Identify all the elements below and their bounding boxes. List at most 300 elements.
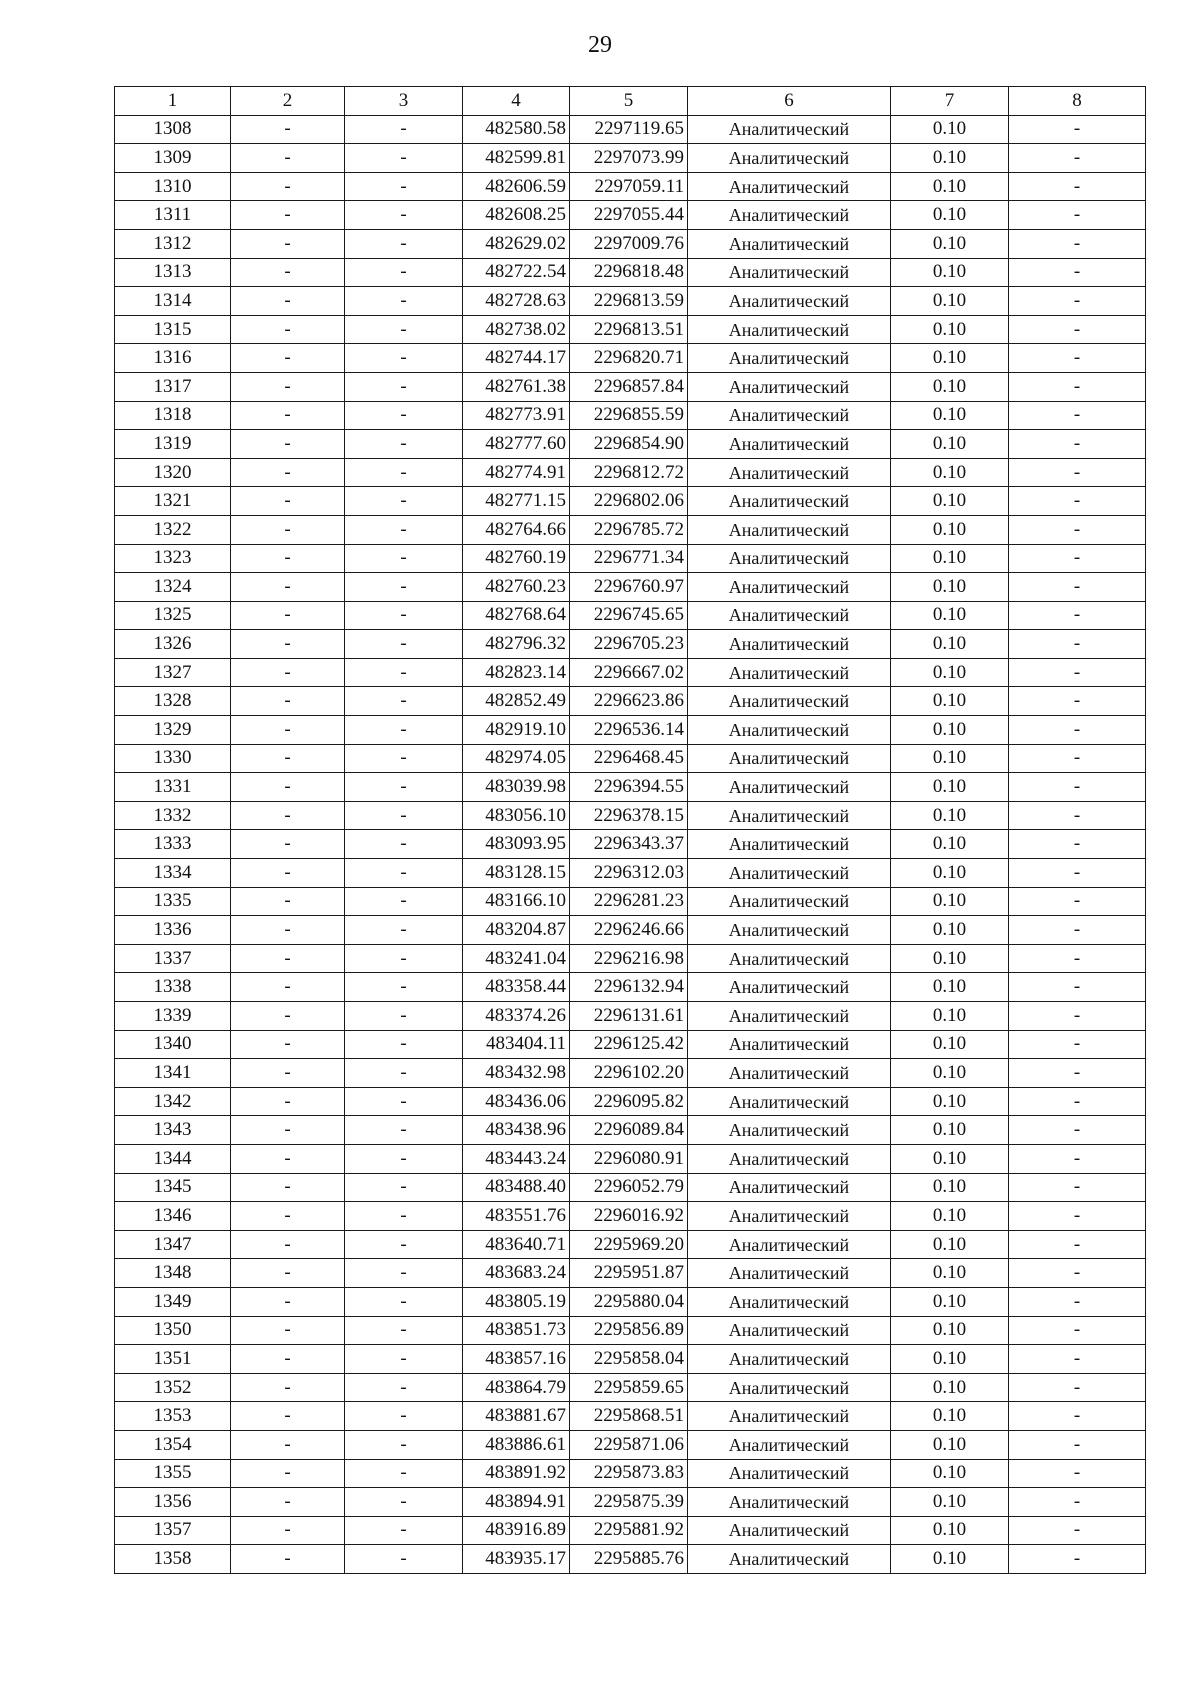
cell-accuracy: 0.10 [891, 1259, 1009, 1288]
cell-point-number: 1309 [115, 144, 231, 173]
cell-col2: - [231, 229, 345, 258]
header-cell-6: 6 [688, 87, 891, 116]
cell-accuracy: 0.10 [891, 1373, 1009, 1402]
cell-col8: - [1009, 630, 1146, 659]
cell-col3: - [345, 258, 463, 287]
cell-accuracy: 0.10 [891, 744, 1009, 773]
cell-y-coordinate: 2296818.48 [570, 258, 688, 287]
cell-col8: - [1009, 1402, 1146, 1431]
cell-col8: - [1009, 973, 1146, 1002]
cell-col2: - [231, 487, 345, 516]
cell-y-coordinate: 2296820.71 [570, 344, 688, 373]
cell-col2: - [231, 1430, 345, 1459]
cell-method: Аналитический [688, 315, 891, 344]
cell-x-coordinate: 482761.38 [463, 372, 570, 401]
table-row [115, 544, 1146, 573]
cell-y-coordinate: 2296771.34 [570, 544, 688, 573]
cell-accuracy: 0.10 [891, 658, 1009, 687]
cell-y-coordinate: 2296343.37 [570, 830, 688, 859]
cell-col2: - [231, 258, 345, 287]
cell-col2: - [231, 973, 345, 1002]
cell-method: Аналитический [688, 1202, 891, 1231]
cell-y-coordinate: 2296760.97 [570, 573, 688, 602]
cell-method: Аналитический [688, 944, 891, 973]
cell-method: Аналитический [688, 372, 891, 401]
cell-accuracy: 0.10 [891, 687, 1009, 716]
cell-y-coordinate: 2296785.72 [570, 515, 688, 544]
cell-y-coordinate: 2295873.83 [570, 1459, 688, 1488]
cell-method: Аналитический [688, 515, 891, 544]
cell-point-number: 1318 [115, 401, 231, 430]
cell-y-coordinate: 2296095.82 [570, 1087, 688, 1116]
cell-col8: - [1009, 716, 1146, 745]
cell-method: Аналитический [688, 1287, 891, 1316]
table-row [115, 1316, 1146, 1345]
cell-col8: - [1009, 172, 1146, 201]
cell-accuracy: 0.10 [891, 201, 1009, 230]
cell-x-coordinate: 483056.10 [463, 801, 570, 830]
cell-col3: - [345, 658, 463, 687]
header-row [115, 87, 1146, 116]
cell-accuracy: 0.10 [891, 1030, 1009, 1059]
cell-x-coordinate: 483443.24 [463, 1144, 570, 1173]
cell-method: Аналитический [688, 573, 891, 602]
table-row [115, 1459, 1146, 1488]
cell-accuracy: 0.10 [891, 887, 1009, 916]
cell-x-coordinate: 483039.98 [463, 773, 570, 802]
cell-col2: - [231, 573, 345, 602]
cell-accuracy: 0.10 [891, 487, 1009, 516]
cell-y-coordinate: 2296089.84 [570, 1116, 688, 1145]
cell-accuracy: 0.10 [891, 544, 1009, 573]
cell-x-coordinate: 483916.89 [463, 1516, 570, 1545]
cell-col8: - [1009, 344, 1146, 373]
cell-point-number: 1346 [115, 1202, 231, 1231]
table-row [115, 515, 1146, 544]
cell-method: Аналитический [688, 887, 891, 916]
cell-y-coordinate: 2295858.04 [570, 1345, 688, 1374]
cell-accuracy: 0.10 [891, 1287, 1009, 1316]
cell-col2: - [231, 1516, 345, 1545]
table-row [115, 372, 1146, 401]
cell-accuracy: 0.10 [891, 372, 1009, 401]
cell-col2: - [231, 1345, 345, 1374]
cell-col8: - [1009, 1373, 1146, 1402]
cell-point-number: 1329 [115, 716, 231, 745]
cell-point-number: 1319 [115, 430, 231, 459]
coordinates-table [114, 86, 1146, 1574]
cell-y-coordinate: 2297073.99 [570, 144, 688, 173]
cell-method: Аналитический [688, 1230, 891, 1259]
cell-col8: - [1009, 830, 1146, 859]
cell-x-coordinate: 482728.63 [463, 287, 570, 316]
cell-method: Аналитический [688, 658, 891, 687]
cell-col8: - [1009, 801, 1146, 830]
cell-accuracy: 0.10 [891, 1345, 1009, 1374]
table-row [115, 1545, 1146, 1574]
cell-col8: - [1009, 687, 1146, 716]
cell-y-coordinate: 2296705.23 [570, 630, 688, 659]
cell-col2: - [231, 1059, 345, 1088]
cell-col8: - [1009, 1002, 1146, 1031]
cell-method: Аналитический [688, 458, 891, 487]
cell-y-coordinate: 2295969.20 [570, 1230, 688, 1259]
cell-point-number: 1336 [115, 916, 231, 945]
cell-y-coordinate: 2296216.98 [570, 944, 688, 973]
cell-col8: - [1009, 430, 1146, 459]
cell-y-coordinate: 2295951.87 [570, 1259, 688, 1288]
cell-col3: - [345, 1173, 463, 1202]
table-row [115, 258, 1146, 287]
cell-col3: - [345, 859, 463, 888]
cell-col3: - [345, 344, 463, 373]
cell-x-coordinate: 483093.95 [463, 830, 570, 859]
cell-accuracy: 0.10 [891, 1488, 1009, 1517]
cell-y-coordinate: 2296016.92 [570, 1202, 688, 1231]
cell-point-number: 1340 [115, 1030, 231, 1059]
cell-accuracy: 0.10 [891, 1144, 1009, 1173]
cell-accuracy: 0.10 [891, 773, 1009, 802]
cell-y-coordinate: 2296312.03 [570, 859, 688, 888]
cell-point-number: 1350 [115, 1316, 231, 1345]
cell-col3: - [345, 1488, 463, 1517]
cell-x-coordinate: 482744.17 [463, 344, 570, 373]
cell-method: Аналитический [688, 258, 891, 287]
cell-y-coordinate: 2295880.04 [570, 1287, 688, 1316]
cell-accuracy: 0.10 [891, 1002, 1009, 1031]
cell-col3: - [345, 1402, 463, 1431]
cell-col8: - [1009, 573, 1146, 602]
cell-method: Аналитический [688, 144, 891, 173]
cell-accuracy: 0.10 [891, 1459, 1009, 1488]
cell-method: Аналитический [688, 916, 891, 945]
cell-method: Аналитический [688, 1173, 891, 1202]
cell-col2: - [231, 1316, 345, 1345]
cell-x-coordinate: 483894.91 [463, 1488, 570, 1517]
cell-point-number: 1351 [115, 1345, 231, 1374]
cell-point-number: 1347 [115, 1230, 231, 1259]
cell-accuracy: 0.10 [891, 859, 1009, 888]
cell-col8: - [1009, 658, 1146, 687]
cell-col2: - [231, 1030, 345, 1059]
cell-col3: - [345, 1545, 463, 1574]
cell-col3: - [345, 830, 463, 859]
cell-point-number: 1321 [115, 487, 231, 516]
cell-x-coordinate: 482599.81 [463, 144, 570, 173]
cell-col3: - [345, 1059, 463, 1088]
cell-point-number: 1349 [115, 1287, 231, 1316]
page-number: 29 [588, 32, 612, 58]
table-row [115, 916, 1146, 945]
cell-col3: - [345, 716, 463, 745]
cell-col8: - [1009, 1430, 1146, 1459]
cell-x-coordinate: 483683.24 [463, 1259, 570, 1288]
cell-accuracy: 0.10 [891, 144, 1009, 173]
cell-y-coordinate: 2296052.79 [570, 1173, 688, 1202]
cell-x-coordinate: 482738.02 [463, 315, 570, 344]
cell-col3: - [345, 1316, 463, 1345]
cell-x-coordinate: 483640.71 [463, 1230, 570, 1259]
table-row [115, 973, 1146, 1002]
cell-col8: - [1009, 372, 1146, 401]
cell-x-coordinate: 483404.11 [463, 1030, 570, 1059]
cell-y-coordinate: 2296855.59 [570, 401, 688, 430]
cell-method: Аналитический [688, 1144, 891, 1173]
cell-col3: - [345, 1116, 463, 1145]
cell-method: Аналитический [688, 744, 891, 773]
cell-accuracy: 0.10 [891, 1173, 1009, 1202]
cell-col2: - [231, 401, 345, 430]
cell-point-number: 1328 [115, 687, 231, 716]
cell-col8: - [1009, 1116, 1146, 1145]
cell-accuracy: 0.10 [891, 172, 1009, 201]
cell-accuracy: 0.10 [891, 1087, 1009, 1116]
cell-method: Аналитический [688, 1545, 891, 1574]
cell-accuracy: 0.10 [891, 458, 1009, 487]
cell-y-coordinate: 2296378.15 [570, 801, 688, 830]
cell-accuracy: 0.10 [891, 315, 1009, 344]
header-cell-7: 7 [891, 87, 1009, 116]
cell-accuracy: 0.10 [891, 1430, 1009, 1459]
cell-x-coordinate: 482722.54 [463, 258, 570, 287]
cell-method: Аналитический [688, 630, 891, 659]
cell-accuracy: 0.10 [891, 1545, 1009, 1574]
cell-point-number: 1325 [115, 601, 231, 630]
cell-point-number: 1327 [115, 658, 231, 687]
cell-x-coordinate: 483857.16 [463, 1345, 570, 1374]
cell-accuracy: 0.10 [891, 115, 1009, 144]
cell-col3: - [345, 1459, 463, 1488]
cell-point-number: 1356 [115, 1488, 231, 1517]
table-row [115, 287, 1146, 316]
cell-x-coordinate: 483891.92 [463, 1459, 570, 1488]
cell-y-coordinate: 2297055.44 [570, 201, 688, 230]
cell-x-coordinate: 483935.17 [463, 1545, 570, 1574]
cell-col2: - [231, 430, 345, 459]
cell-method: Аналитический [688, 401, 891, 430]
table-row [115, 1173, 1146, 1202]
cell-col2: - [231, 172, 345, 201]
cell-col2: - [231, 1545, 345, 1574]
cell-accuracy: 0.10 [891, 944, 1009, 973]
cell-point-number: 1311 [115, 201, 231, 230]
cell-col2: - [231, 287, 345, 316]
cell-y-coordinate: 2295868.51 [570, 1402, 688, 1431]
cell-accuracy: 0.10 [891, 630, 1009, 659]
cell-point-number: 1326 [115, 630, 231, 659]
table-header [115, 87, 1146, 116]
cell-y-coordinate: 2296468.45 [570, 744, 688, 773]
cell-y-coordinate: 2297009.76 [570, 229, 688, 258]
cell-method: Аналитический [688, 1516, 891, 1545]
cell-y-coordinate: 2296102.20 [570, 1059, 688, 1088]
cell-col2: - [231, 372, 345, 401]
cell-point-number: 1342 [115, 1087, 231, 1116]
cell-col3: - [345, 1373, 463, 1402]
cell-col8: - [1009, 1087, 1146, 1116]
cell-method: Аналитический [688, 172, 891, 201]
cell-y-coordinate: 2296857.84 [570, 372, 688, 401]
cell-method: Аналитический [688, 601, 891, 630]
cell-method: Аналитический [688, 1259, 891, 1288]
cell-col8: - [1009, 887, 1146, 916]
cell-accuracy: 0.10 [891, 1116, 1009, 1145]
cell-col3: - [345, 944, 463, 973]
cell-col2: - [231, 1287, 345, 1316]
cell-col2: - [231, 1230, 345, 1259]
cell-col2: - [231, 1144, 345, 1173]
cell-x-coordinate: 483128.15 [463, 859, 570, 888]
cell-x-coordinate: 482773.91 [463, 401, 570, 430]
cell-point-number: 1312 [115, 229, 231, 258]
cell-point-number: 1339 [115, 1002, 231, 1031]
cell-x-coordinate: 483432.98 [463, 1059, 570, 1088]
cell-x-coordinate: 482768.64 [463, 601, 570, 630]
cell-col8: - [1009, 515, 1146, 544]
table-row [115, 229, 1146, 258]
cell-col8: - [1009, 1144, 1146, 1173]
cell-col2: - [231, 773, 345, 802]
cell-point-number: 1323 [115, 544, 231, 573]
cell-accuracy: 0.10 [891, 716, 1009, 745]
cell-y-coordinate: 2296802.06 [570, 487, 688, 516]
cell-col8: - [1009, 115, 1146, 144]
cell-col3: - [345, 372, 463, 401]
cell-x-coordinate: 482606.59 [463, 172, 570, 201]
cell-col3: - [345, 687, 463, 716]
cell-col3: - [345, 1002, 463, 1031]
cell-y-coordinate: 2295871.06 [570, 1430, 688, 1459]
cell-col2: - [231, 830, 345, 859]
cell-y-coordinate: 2297059.11 [570, 172, 688, 201]
cell-accuracy: 0.10 [891, 344, 1009, 373]
cell-col3: - [345, 1202, 463, 1231]
cell-col3: - [345, 201, 463, 230]
table-row [115, 401, 1146, 430]
cell-point-number: 1343 [115, 1116, 231, 1145]
cell-y-coordinate: 2296132.94 [570, 973, 688, 1002]
cell-point-number: 1344 [115, 1144, 231, 1173]
cell-method: Аналитический [688, 801, 891, 830]
cell-point-number: 1330 [115, 744, 231, 773]
cell-col8: - [1009, 1030, 1146, 1059]
cell-point-number: 1338 [115, 973, 231, 1002]
cell-accuracy: 0.10 [891, 430, 1009, 459]
table-row [115, 144, 1146, 173]
table-row [115, 1116, 1146, 1145]
cell-col8: - [1009, 315, 1146, 344]
cell-method: Аналитический [688, 687, 891, 716]
table-row [115, 944, 1146, 973]
table-row [115, 573, 1146, 602]
cell-col2: - [231, 144, 345, 173]
cell-point-number: 1332 [115, 801, 231, 830]
cell-col8: - [1009, 258, 1146, 287]
cell-y-coordinate: 2296281.23 [570, 887, 688, 916]
cell-point-number: 1310 [115, 172, 231, 201]
cell-col8: - [1009, 944, 1146, 973]
cell-method: Аналитический [688, 229, 891, 258]
cell-method: Аналитический [688, 1373, 891, 1402]
cell-y-coordinate: 2296812.72 [570, 458, 688, 487]
cell-y-coordinate: 2295875.39 [570, 1488, 688, 1517]
table-row [115, 716, 1146, 745]
cell-col3: - [345, 1087, 463, 1116]
table-row [115, 1516, 1146, 1545]
cell-col8: - [1009, 487, 1146, 516]
cell-y-coordinate: 2296080.91 [570, 1144, 688, 1173]
table-row [115, 1087, 1146, 1116]
table-row [115, 1430, 1146, 1459]
cell-col3: - [345, 744, 463, 773]
cell-accuracy: 0.10 [891, 401, 1009, 430]
cell-method: Аналитический [688, 830, 891, 859]
cell-col8: - [1009, 601, 1146, 630]
table-row [115, 1030, 1146, 1059]
cell-col2: - [231, 887, 345, 916]
table-row [115, 773, 1146, 802]
cell-accuracy: 0.10 [891, 287, 1009, 316]
cell-point-number: 1322 [115, 515, 231, 544]
cell-point-number: 1308 [115, 115, 231, 144]
table-row [115, 1287, 1146, 1316]
cell-method: Аналитический [688, 973, 891, 1002]
table-row [115, 1402, 1146, 1431]
cell-col2: - [231, 1259, 345, 1288]
cell-x-coordinate: 483488.40 [463, 1173, 570, 1202]
cell-x-coordinate: 482771.15 [463, 487, 570, 516]
cell-col3: - [345, 1516, 463, 1545]
cell-point-number: 1333 [115, 830, 231, 859]
cell-x-coordinate: 482823.14 [463, 658, 570, 687]
cell-col8: - [1009, 1059, 1146, 1088]
cell-col2: - [231, 859, 345, 888]
cell-x-coordinate: 483436.06 [463, 1087, 570, 1116]
cell-col8: - [1009, 916, 1146, 945]
cell-col3: - [345, 144, 463, 173]
table-row [115, 487, 1146, 516]
cell-point-number: 1317 [115, 372, 231, 401]
header-cell-2: 2 [231, 87, 345, 116]
cell-x-coordinate: 483805.19 [463, 1287, 570, 1316]
cell-col2: - [231, 1488, 345, 1517]
cell-point-number: 1335 [115, 887, 231, 916]
cell-y-coordinate: 2296854.90 [570, 430, 688, 459]
cell-accuracy: 0.10 [891, 916, 1009, 945]
cell-x-coordinate: 483551.76 [463, 1202, 570, 1231]
cell-col2: - [231, 801, 345, 830]
header-cell-3: 3 [345, 87, 463, 116]
cell-point-number: 1314 [115, 287, 231, 316]
cell-col8: - [1009, 1259, 1146, 1288]
table-row [115, 1202, 1146, 1231]
cell-col8: - [1009, 1516, 1146, 1545]
cell-x-coordinate: 483851.73 [463, 1316, 570, 1345]
table-row [115, 172, 1146, 201]
cell-y-coordinate: 2296667.02 [570, 658, 688, 687]
cell-y-coordinate: 2296813.59 [570, 287, 688, 316]
cell-accuracy: 0.10 [891, 1516, 1009, 1545]
cell-col3: - [345, 315, 463, 344]
cell-col8: - [1009, 1173, 1146, 1202]
table-row [115, 1230, 1146, 1259]
cell-col8: - [1009, 229, 1146, 258]
cell-col2: - [231, 515, 345, 544]
cell-col2: - [231, 1087, 345, 1116]
table-row [115, 830, 1146, 859]
cell-col3: - [345, 887, 463, 916]
cell-x-coordinate: 482774.91 [463, 458, 570, 487]
